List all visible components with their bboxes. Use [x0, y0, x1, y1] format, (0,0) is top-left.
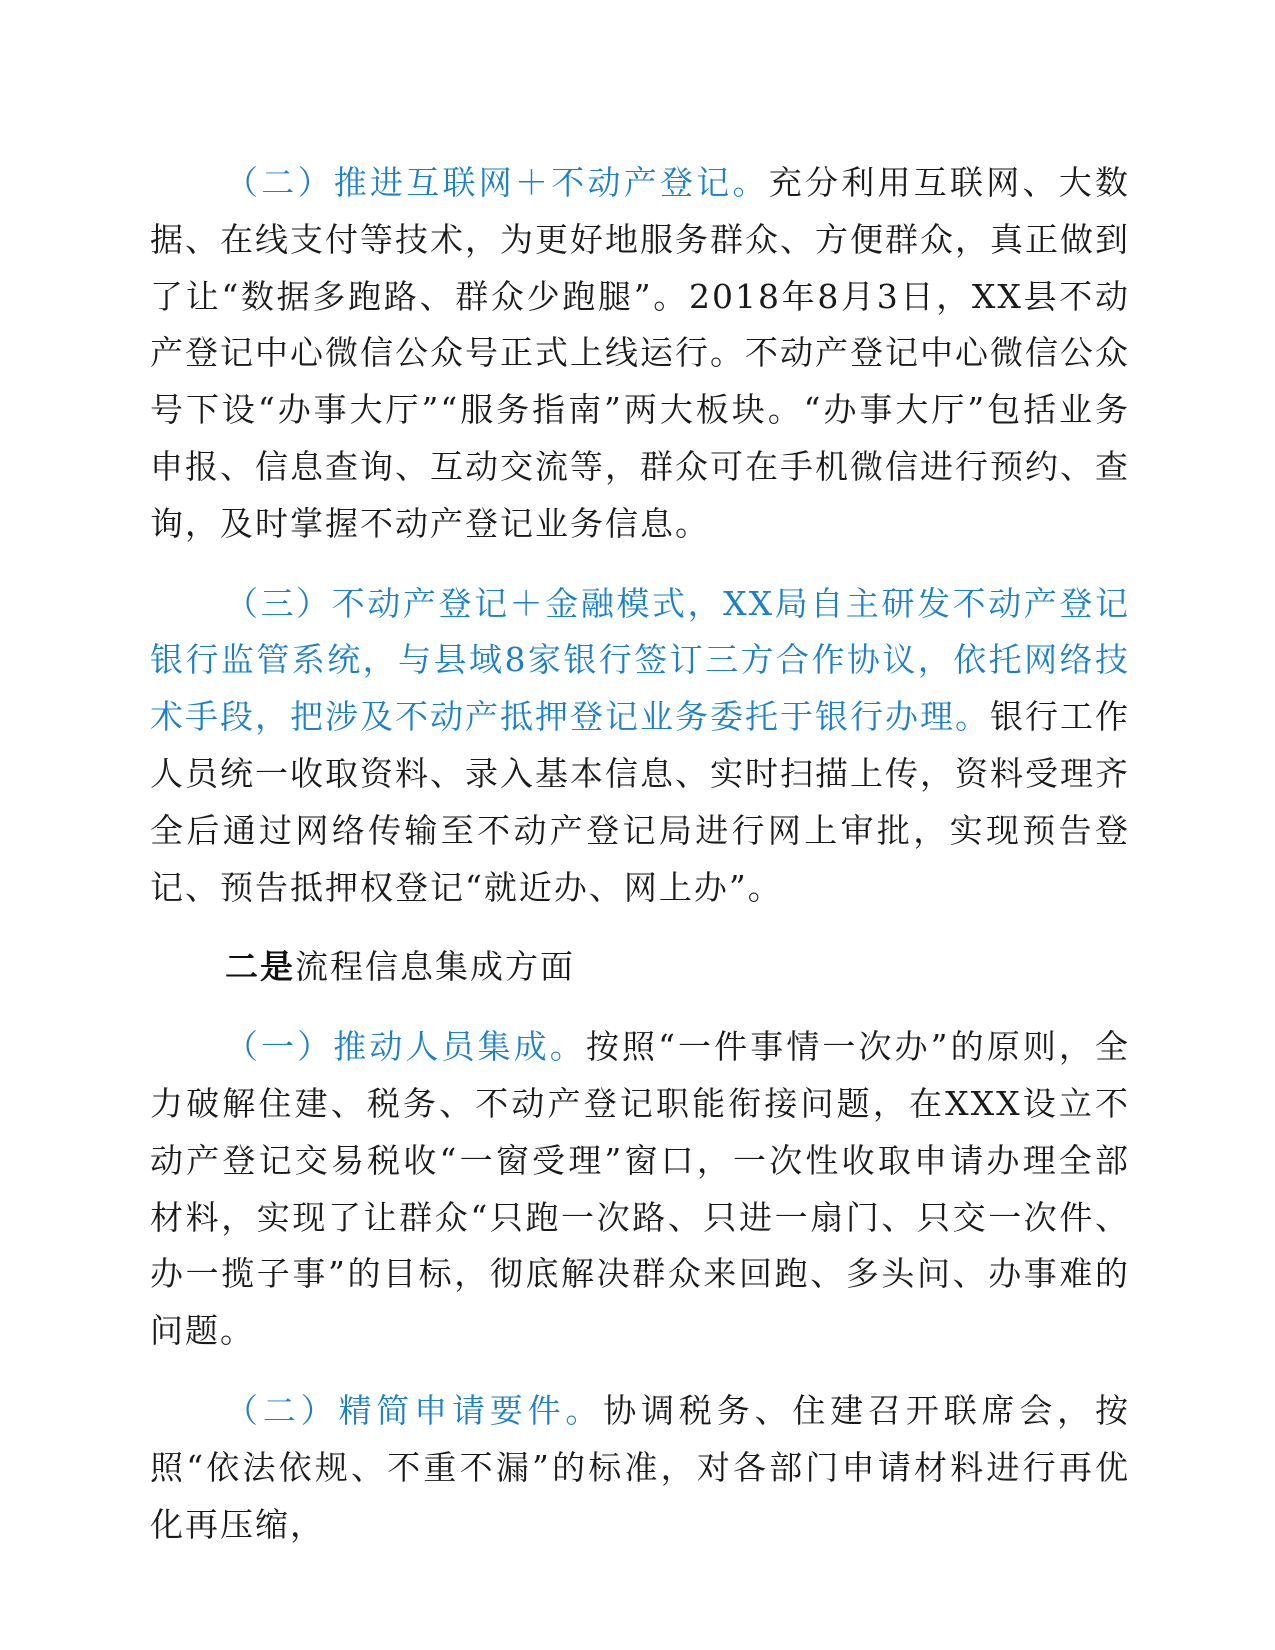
paragraph-text: 充分利用互联网、大数据、在线支付等技术，为更好地服务群众、方便群众，真正做到了让“数据多跑路、群众少跑腿”。2018年8月3日，XX县不动产登记中心微信公众号正式上线运行。不动产登记中心微信公众号下设“办事大厅”“服务指南”两大板块。“办事大厅”包括业务申报、信息查询、互动交流等，群众可在手机微信进行预约、查询，及时掌握不动产登记业务信息。 [150, 163, 1130, 543]
section-heading: （二）精简申请要件。 [225, 1390, 604, 1430]
section-heading: （一）推动人员集成。 [225, 1027, 586, 1067]
section-heading: （二）推进互联网＋不动产登记。 [225, 163, 769, 202]
paragraph-staff-integration [150, 1019, 1130, 1360]
paragraph-finance-model [150, 576, 1130, 917]
paragraph-text: 银行工作人员统一收取资料、录入基本信息、实时扫描上传，资料受理齐全后通过网络传输至不动产登记局进行网上审批，实现预告登记、预告抵押权登记“就近办、网上办”。 [150, 697, 1130, 907]
section-heading: （三）不动产登记＋金融模式，XX局自主研发不动产登记银行监管系统，与县域8家银行签订三方合作协议，依托网络技术手段，把涉及不动产抵押登记业务委托于银行办理。 [150, 583, 1130, 737]
paragraph-text: 流程信息集成方面 [295, 947, 575, 987]
paragraph-text: 按照“一件事情一次办”的原则，全力破解住建、税务、不动产登记职能衔接问题，在XXX设立不动产登记交易税收“一窗受理”窗口，一次性收取申请办理全部材料，实现了让群众“只跑一次路、只进一扇门、只交一次件、办一揽子事”的目标，彻底解决群众来回跑、多头问、办事难的问题。 [150, 1027, 1130, 1351]
paragraph-process-integration [150, 939, 1130, 996]
paragraph-text: 协调税务、住建召开联席会，按照“依法依规、不重不漏”的标准，对各部门申请材料进行再优化再压缩， [150, 1390, 1131, 1544]
document-body [150, 155, 1130, 1576]
section-title-bold: 二是 [225, 947, 295, 987]
paragraph-internet-registration [150, 155, 1130, 553]
paragraph-simplify-requirements [150, 1383, 1130, 1553]
